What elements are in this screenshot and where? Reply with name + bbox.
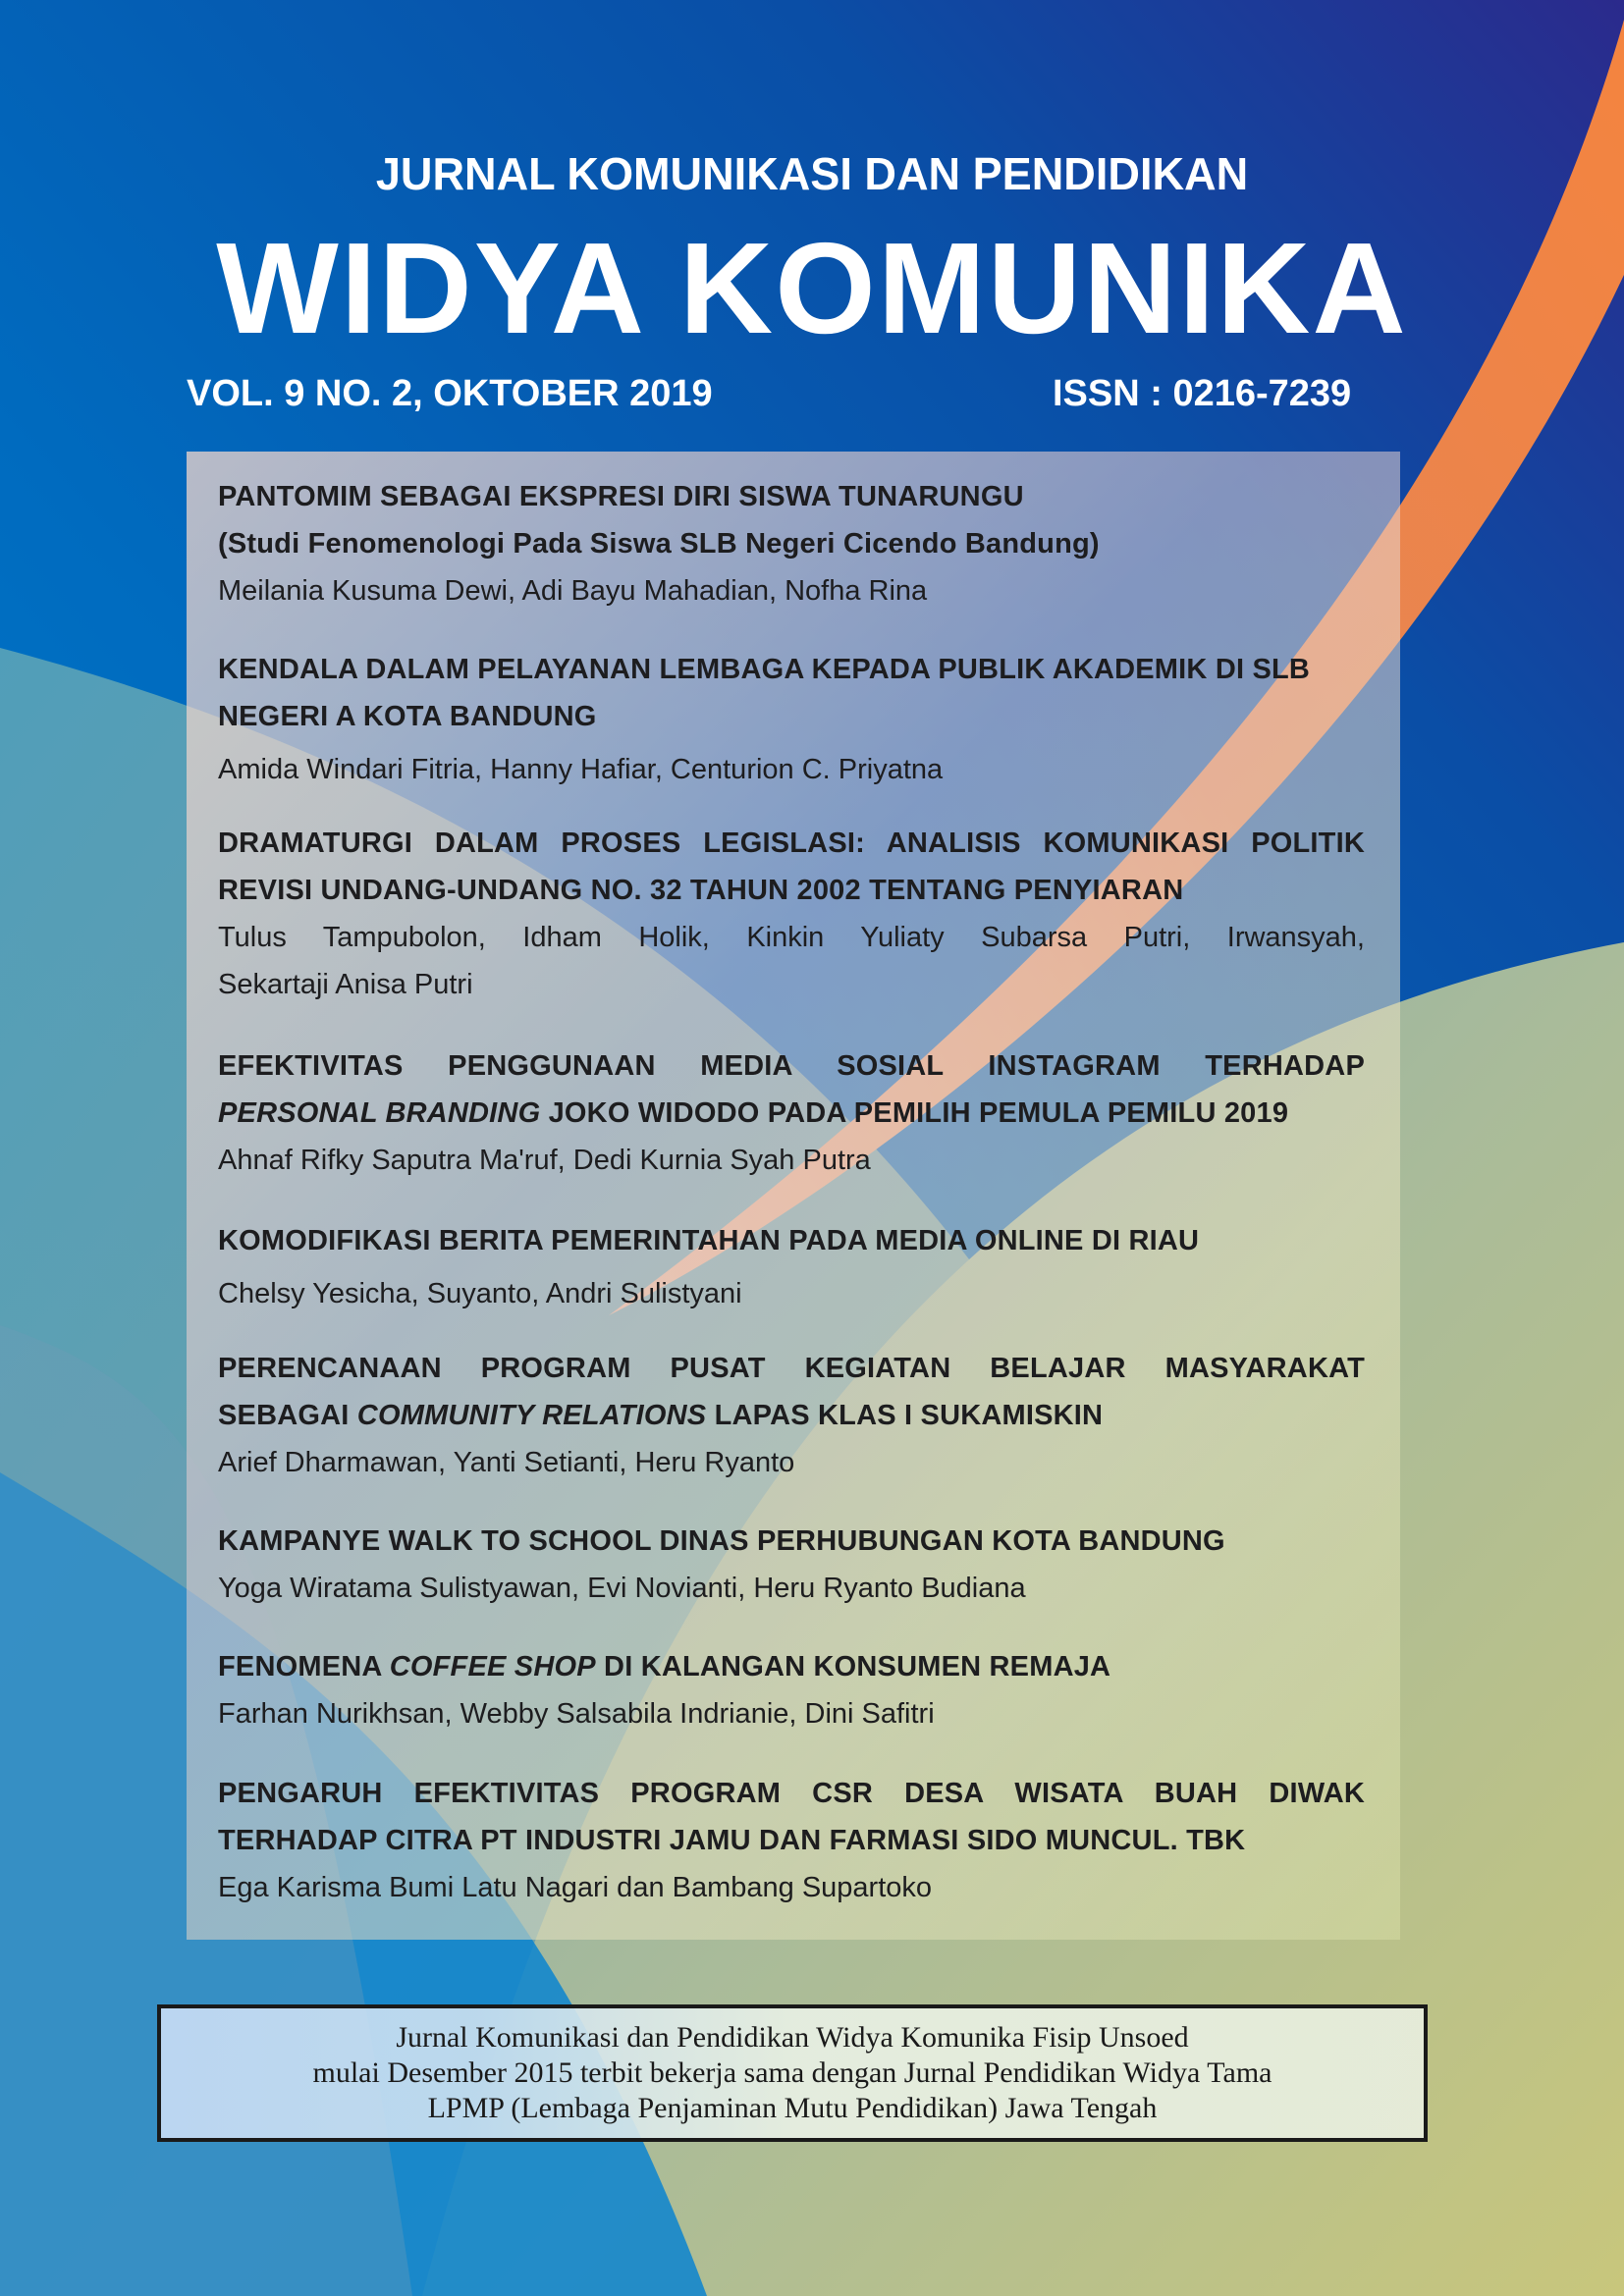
- publisher-note-line-3: LPMP (Lembaga Penjaminan Mutu Pendidikan) Jawa Tengah: [427, 2092, 1158, 2124]
- article-8[interactable]: [218, 1643, 1365, 1737]
- article-authors: Arief Dharmawan, Yanti Setianti, Heru Ryanto: [218, 1447, 795, 1478]
- article-7[interactable]: [218, 1518, 1365, 1612]
- article-6[interactable]: [218, 1345, 1365, 1486]
- table-of-contents-panel: [187, 452, 1400, 1940]
- article-title: FENOMENA COFFEE SHOP DI KALANGAN KONSUMEN REMAJA: [218, 1651, 1111, 1682]
- article-authors: Tulus Tampubolon, Idham Holik, Kinkin Yuliaty Subarsa Putri, Irwansyah, Sekartaji Anisa Putri: [218, 922, 1365, 1000]
- article-title: KOMODIFIKASI BERITA PEMERINTAHAN PADA MEDIA ONLINE DI RIAU: [218, 1225, 1200, 1256]
- issn: ISSN : 0216-7239: [1053, 373, 1352, 414]
- article-authors: Ega Karisma Bumi Latu Nagari dan Bambang Supartoko: [218, 1872, 933, 1903]
- article-2[interactable]: [218, 646, 1365, 793]
- journal-subtitle: JURNAL KOMUNIKASI DAN PENDIDIKAN: [375, 148, 1249, 199]
- article-title: PERENCANAAN PROGRAM PUSAT KEGIATAN BELAJAR MASYARAKAT SEBAGAI COMMUNITY RELATIONS LAPAS KLAS I SUKAMISKIN: [218, 1353, 1365, 1431]
- article-authors: Meilania Kusuma Dewi, Adi Bayu Mahadian, Nofha Rina: [218, 575, 928, 607]
- article-4[interactable]: [218, 1042, 1365, 1184]
- publisher-note-box: [157, 2004, 1428, 2142]
- article-title: PENGARUH EFEKTIVITAS PROGRAM CSR DESA WISATA BUAH DIWAK TERHADAP CITRA PT INDUSTRI JAMU DAN FARMASI SIDO MUNCUL. TBK: [218, 1778, 1365, 1856]
- article-authors: Chelsy Yesicha, Suyanto, Andri Sulistyani: [218, 1278, 742, 1309]
- journal-title: WIDYA KOMUNIKA: [216, 216, 1408, 360]
- article-title: EFEKTIVITAS PENGGUNAAN MEDIA SOSIAL INSTAGRAM TERHADAP PERSONAL BRANDING JOKO WIDODO PADA PEMILIH PEMULA PEMILU 2019: [218, 1050, 1365, 1129]
- article-3[interactable]: [218, 820, 1365, 1008]
- article-title: DRAMATURGI DALAM PROSES LEGISLASI: ANALISIS KOMUNIKASI POLITIK REVISI UNDANG-UNDANG NO. 32 TAHUN 2002 TENTANG PENYIARAN: [218, 828, 1365, 906]
- article-authors: Amida Windari Fitria, Hanny Hafiar, Centurion C. Priyatna: [218, 754, 944, 785]
- article-authors: Farhan Nurikhsan, Webby Salsabila Indrianie, Dini Safitri: [218, 1698, 935, 1730]
- article-9[interactable]: [218, 1770, 1365, 1911]
- publisher-note-line-1: Jurnal Komunikasi dan Pendidikan Widya Komunika Fisip Unsoed: [396, 2021, 1189, 2054]
- article-authors: Yoga Wiratama Sulistyawan, Evi Novianti, Heru Ryanto Budiana: [218, 1573, 1026, 1604]
- article-title: KAMPANYE WALK TO SCHOOL DINAS PERHUBUNGAN KOTA BANDUNG: [218, 1525, 1225, 1557]
- article-title: KENDALA DALAM PELAYANAN LEMBAGA KEPADA PUBLIK AKADEMIK DI SLB NEGERI A KOTA BANDUNG: [218, 654, 1311, 732]
- volume-issue: VOL. 9 NO. 2, OKTOBER 2019: [187, 373, 713, 414]
- article-title: PANTOMIM SEBAGAI EKSPRESI DIRI SISWA TUNARUNGU (Studi Fenomenologi Pada Siswa SLB Negeri Cicendo Bandung): [218, 481, 1100, 560]
- article-1[interactable]: [218, 473, 1365, 614]
- article-authors: Ahnaf Rifky Saputra Ma'ruf, Dedi Kurnia Syah Putra: [218, 1145, 871, 1176]
- article-5[interactable]: [218, 1217, 1365, 1317]
- publisher-note-line-2: mulai Desember 2015 terbit bekerja sama dengan Jurnal Pendidikan Widya Tama: [312, 2056, 1272, 2089]
